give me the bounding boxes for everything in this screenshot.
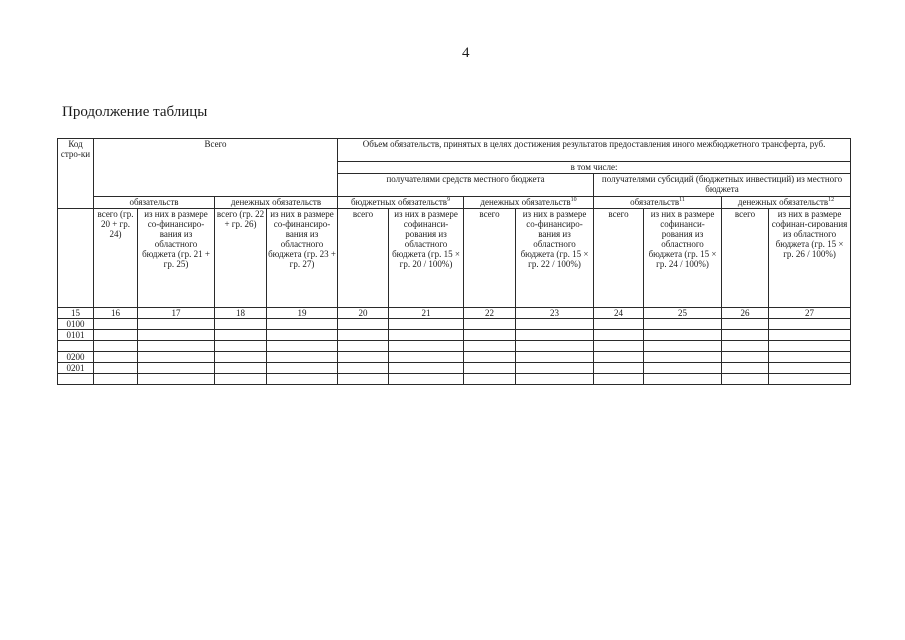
table-cell xyxy=(94,374,138,385)
header-monetary-obligations: денежных обязательств xyxy=(215,197,338,209)
continuation-table xyxy=(57,138,851,385)
header-subsidy-recipients: получателями субсидий (бюджетных инвестиций) из местного бюджета xyxy=(594,174,851,197)
table-cell xyxy=(769,363,851,374)
table-row xyxy=(58,352,851,363)
table-cell xyxy=(94,330,138,341)
footnote-10: 10 xyxy=(570,197,577,203)
table-cell xyxy=(594,352,644,363)
table-cell xyxy=(338,330,389,341)
table-cell xyxy=(769,374,851,385)
table-cell xyxy=(516,363,594,374)
table-cell xyxy=(644,341,722,352)
header-obligations: обязательств xyxy=(94,197,215,209)
table-cell xyxy=(644,330,722,341)
table-cell xyxy=(722,319,769,330)
table-cell xyxy=(267,319,338,330)
column-number: 19 xyxy=(267,308,338,319)
table-cell xyxy=(215,363,267,374)
table-row xyxy=(58,319,851,330)
table-cell xyxy=(338,352,389,363)
column-number: 15 xyxy=(58,308,94,319)
column-number: 18 xyxy=(215,308,267,319)
table-cell xyxy=(722,363,769,374)
column-number: 20 xyxy=(338,308,389,319)
table-cell xyxy=(94,363,138,374)
table-cell xyxy=(138,363,215,374)
column-number: 25 xyxy=(644,308,722,319)
header-col-22: всего xyxy=(464,209,516,308)
table-cell xyxy=(215,330,267,341)
table-cell xyxy=(722,374,769,385)
table-cell xyxy=(769,341,851,352)
footnote-11: 11 xyxy=(679,197,685,203)
row-code: 0100 xyxy=(58,319,94,330)
table-cell xyxy=(464,341,516,352)
header-budget-obligations xyxy=(338,197,464,209)
monetary-obligations-subsidy-label: денежных обязательств xyxy=(737,197,829,207)
table-cell xyxy=(215,352,267,363)
table-cell xyxy=(389,341,464,352)
header-col-26: всего xyxy=(722,209,769,308)
table-cell xyxy=(94,341,138,352)
table-cell xyxy=(94,352,138,363)
table-cell xyxy=(138,319,215,330)
table-cell xyxy=(644,319,722,330)
table-cell xyxy=(267,341,338,352)
header-col-19: из них в размере со-финансиро-вания из областного бюджета (гр. 23 + гр. 27) xyxy=(267,209,338,308)
table-cell xyxy=(464,330,516,341)
row-code xyxy=(58,341,94,352)
table-cell xyxy=(267,374,338,385)
row-code: 0101 xyxy=(58,330,94,341)
table-cell xyxy=(138,352,215,363)
table-cell xyxy=(389,330,464,341)
table-row xyxy=(58,363,851,374)
column-number: 22 xyxy=(464,308,516,319)
footnote-9: 9 xyxy=(447,197,451,203)
table-cell xyxy=(516,374,594,385)
header-col-15-blank xyxy=(58,209,94,308)
table-cell xyxy=(138,330,215,341)
table-cell xyxy=(516,341,594,352)
header-local-recipients: получателями средств местного бюджета xyxy=(338,174,594,197)
header-col-21: из них в размере софинанси-рования из областного бюджета (гр. 15 × гр. 20 / 100%) xyxy=(389,209,464,308)
row-code: 0201 xyxy=(58,363,94,374)
table-cell xyxy=(722,352,769,363)
header-col-18: всего (гр. 22 + гр. 26) xyxy=(215,209,267,308)
table-cell xyxy=(516,352,594,363)
header-col-20: всего xyxy=(338,209,389,308)
table-cell xyxy=(464,374,516,385)
table-cell xyxy=(644,352,722,363)
table-cell xyxy=(389,352,464,363)
table-cell xyxy=(389,374,464,385)
header-obligations-subsidy xyxy=(594,197,722,209)
header-monetary-obligations-subsidy xyxy=(722,197,851,209)
budget-obligations-label: бюджетных обязательств xyxy=(350,197,448,207)
table-cell xyxy=(338,341,389,352)
header-volume: Объем обязательств, принятых в целях достижения результатов предоставления иного межбюджетного трансферта, руб. xyxy=(338,139,851,162)
column-number: 17 xyxy=(138,308,215,319)
table-cell xyxy=(215,374,267,385)
table-cell xyxy=(215,319,267,330)
table-cell xyxy=(464,352,516,363)
column-number: 27 xyxy=(769,308,851,319)
header-code: Код стро-ки xyxy=(58,139,94,209)
column-number: 21 xyxy=(389,308,464,319)
header-col-23: из них в размере со-финансиро-вания из областного бюджета (гр. 15 × гр. 22 / 100%) xyxy=(516,209,594,308)
monetary-obligations-local-label: денежных обязательств xyxy=(480,197,571,207)
table-cell xyxy=(594,341,644,352)
footnote-12: 12 xyxy=(828,197,835,203)
table-row xyxy=(58,374,851,385)
table-cell xyxy=(769,330,851,341)
page-number: 4 xyxy=(462,45,470,61)
table-cell xyxy=(722,330,769,341)
table-cell xyxy=(464,363,516,374)
table-cell xyxy=(722,341,769,352)
table-cell xyxy=(594,363,644,374)
table-cell xyxy=(644,363,722,374)
table-cell xyxy=(94,319,138,330)
table-cell xyxy=(338,319,389,330)
header-monetary-obligations-local xyxy=(464,197,594,209)
table-cell xyxy=(267,363,338,374)
header-col-24: всего xyxy=(594,209,644,308)
table-cell xyxy=(769,319,851,330)
header-col-17: из них в размере со-финансиро-вания из областного бюджета (гр. 21 + гр. 25) xyxy=(138,209,215,308)
table-cell xyxy=(516,330,594,341)
obligations-subsidy-label: обязательств xyxy=(630,197,680,207)
row-code: 0200 xyxy=(58,352,94,363)
table-cell xyxy=(594,319,644,330)
table-row xyxy=(58,341,851,352)
table-cell xyxy=(267,330,338,341)
header-col-27: из них в размере софинан-сирования из областного бюджета (гр. 15 × гр. 26 / 100%) xyxy=(769,209,851,308)
table-row xyxy=(58,330,851,341)
table-cell xyxy=(338,363,389,374)
column-number: 16 xyxy=(94,308,138,319)
table-cell xyxy=(644,374,722,385)
table-cell xyxy=(594,374,644,385)
table-cell xyxy=(267,352,338,363)
row-code xyxy=(58,374,94,385)
column-number: 23 xyxy=(516,308,594,319)
table-cell xyxy=(594,330,644,341)
table-cell xyxy=(138,374,215,385)
header-col-16: всего (гр. 20 + гр. 24) xyxy=(94,209,138,308)
table-cell xyxy=(138,341,215,352)
table-cell xyxy=(389,363,464,374)
table-cell xyxy=(215,341,267,352)
header-total: Всего xyxy=(94,139,338,197)
table-caption: Продолжение таблицы xyxy=(62,104,208,120)
table-cell xyxy=(464,319,516,330)
table-cell xyxy=(389,319,464,330)
header-including: в том числе: xyxy=(338,162,851,174)
table-cell xyxy=(769,352,851,363)
table-cell xyxy=(516,319,594,330)
table-cell xyxy=(338,374,389,385)
column-number: 26 xyxy=(722,308,769,319)
header-col-25: из них в размере софинанси-рования из областного бюджета (гр. 15 × гр. 24 / 100%) xyxy=(644,209,722,308)
column-number: 24 xyxy=(594,308,644,319)
